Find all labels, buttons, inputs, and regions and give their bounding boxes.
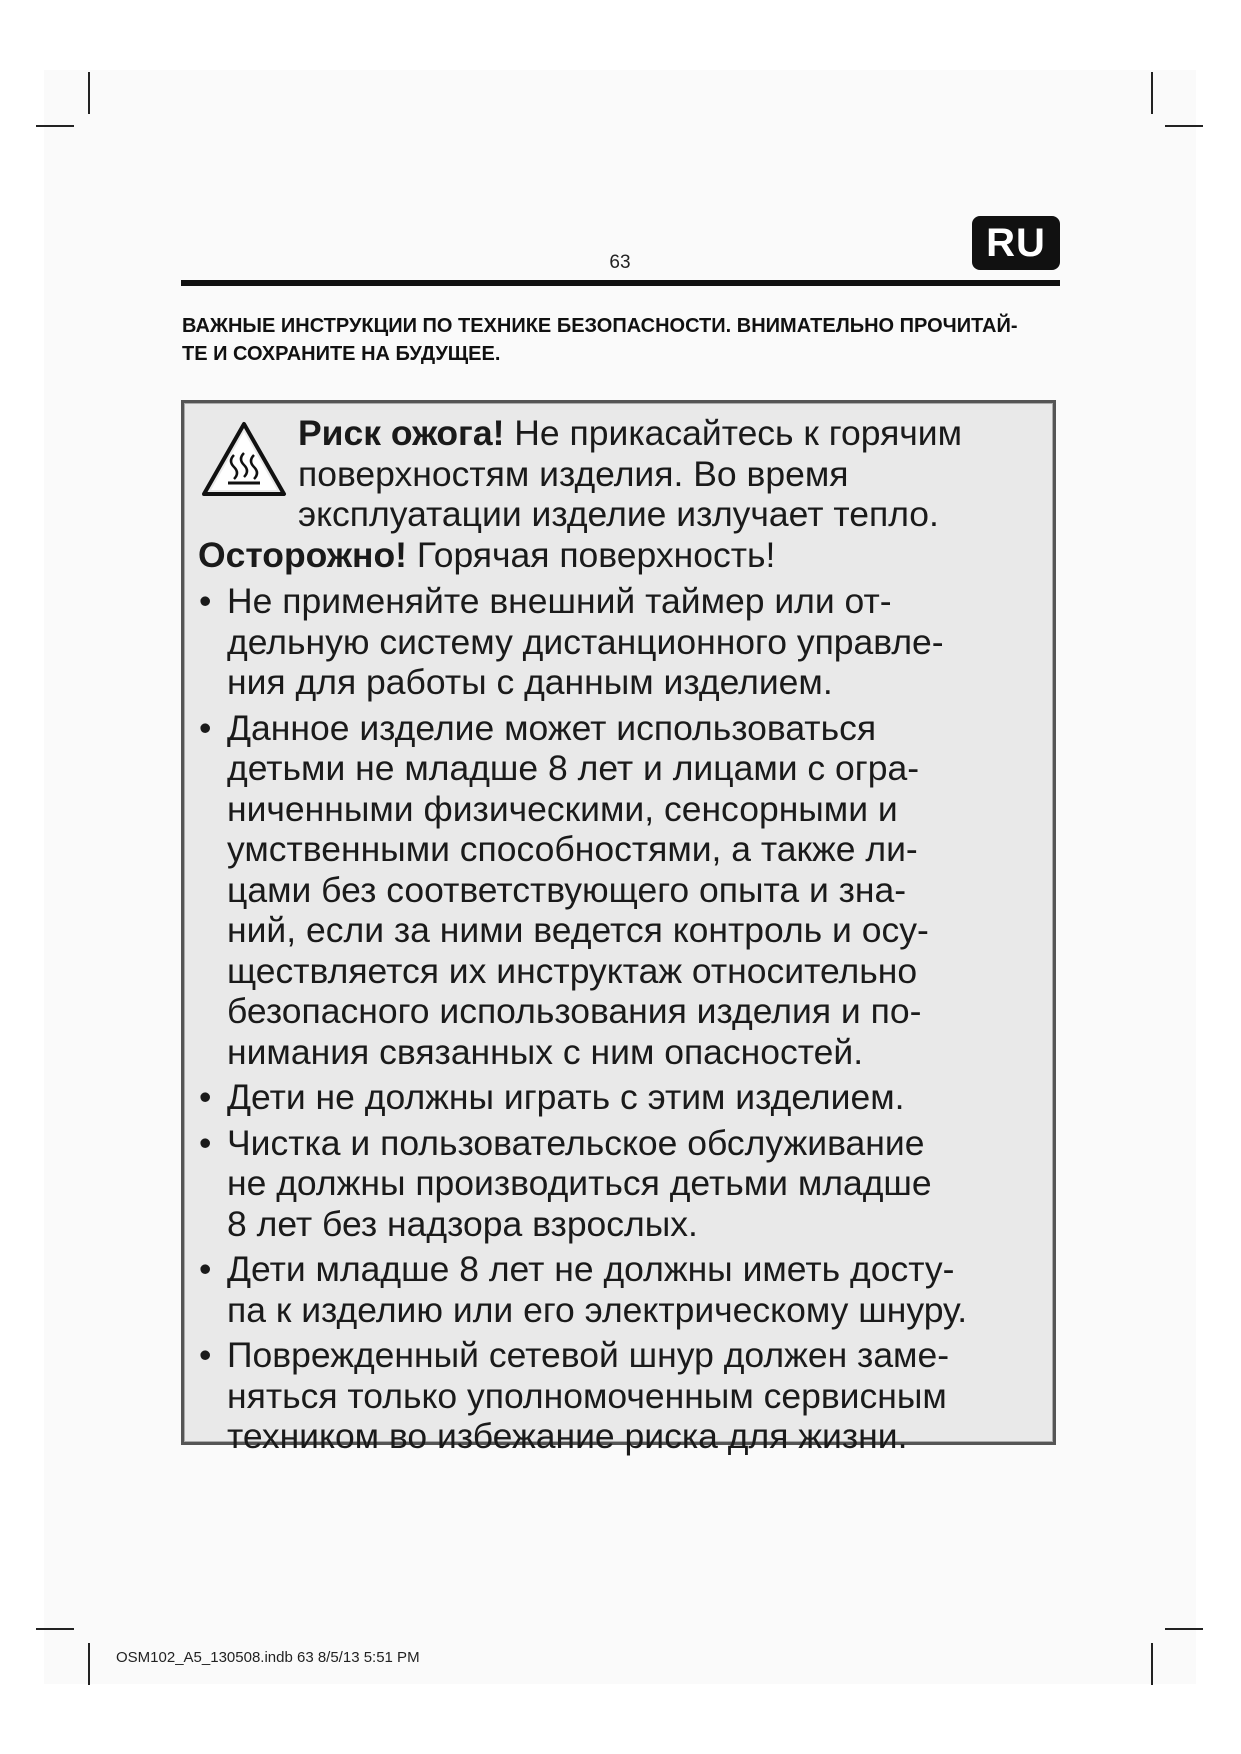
list-item [196,1335,1051,1457]
bullet-dot: • [199,1077,212,1117]
crop-mark-bottom-right-vertical [1151,1643,1153,1685]
burn-risk-paragraph [198,413,1051,575]
safety-bullet-list [196,581,1051,1457]
crop-mark-bottom-right-horizontal [1165,1628,1203,1630]
bullet-dot: • [199,707,212,748]
safety-instructions-heading: ВАЖНЫЕ ИНСТРУКЦИИ ПО ТЕХНИКЕ БЕЗОПАСНОСТИ. ВНИМАТЕЛЬНО ПРОЧИТАЙ- ТЕ И СОХРАНИТЕ НА БУДУЩЕЕ. [182,315,1018,365]
list-item [196,708,1051,1073]
warning-box [181,400,1056,1456]
list-item-text: Дети младше 8 лет не должны иметь досту- па к изделию или его электрическому шнуру. [227,1249,968,1330]
print-slug: OSM102_A5_130508.indb 63 8/5/13 5:51 PM [116,1649,420,1666]
list-item-text: Чистка и пользовательское обслуживание не должны производиться детьми младше 8 лет без надзора взрослых. [227,1122,932,1244]
list-item-text: Дети не должны играть с этим изделием. [227,1077,905,1117]
bullet-dot: • [199,1122,212,1163]
crop-mark-top-right-vertical [1151,72,1153,114]
bullet-dot: • [199,581,212,621]
crop-mark-top-right-horizontal [1165,125,1203,127]
header-rule [181,280,1060,286]
list-item-text: Поврежденный сетевой шнур должен заме- няться только уполномоченным сервисным техником во избежание риска для жизни. [227,1335,950,1456]
crop-mark-bottom-left-vertical [88,1643,90,1685]
bullet-dot: • [199,1249,212,1289]
caution-text: Горячая поверхность! [406,534,776,575]
hot-surface-warning-icon [200,419,288,499]
burn-risk-text: Не прикасайтесь к горячим поверхностям изделия. Во время эксплуатации изделие излучает тепло. [298,413,963,534]
list-item [196,1249,1051,1330]
crop-mark-bottom-left-horizontal [36,1628,74,1630]
list-item-text: Не применяйте внешний таймер или от- дельную систему дистанционного управле- ния для работы с данным изделием. [227,581,944,702]
list-item [196,1077,1051,1118]
crop-mark-top-left-vertical [88,72,90,114]
burn-risk-label: Риск ожога! [298,413,505,453]
language-badge: RU [972,216,1060,270]
warning-content [196,413,1051,1462]
list-item-text: Данное изделие может использоваться детьми не младше 8 лет и лицами с огра- ниченными физическими, сенсорными и умственными способностями, а также ли- цами без соответствующего опыта и зна- ний, если за ними ведется контроль и осу- ществляется их инструктаж относительно безопасного использования изделия и по- нимания связанных с ним опасностей. [227,707,929,1072]
list-item [196,1123,1051,1245]
list-item [196,581,1051,703]
page-number: 63 [609,252,631,273]
crop-mark-top-left-horizontal [36,125,74,127]
caution-label: Осторожно! [198,534,407,575]
bullet-dot: • [199,1335,212,1375]
